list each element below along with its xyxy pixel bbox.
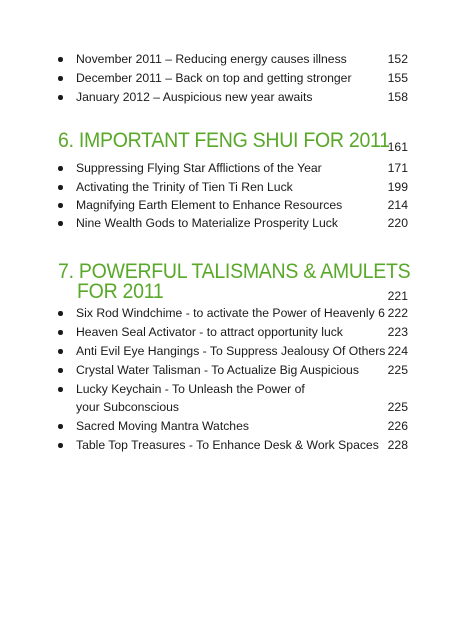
toc-entry-title: December 2011 – Back on top and getting stronger: [76, 71, 352, 85]
bullet-icon: [58, 424, 63, 429]
toc-entry-title: Table Top Treasures - To Enhance Desk & Work Spaces: [76, 438, 379, 452]
toc-entry-title: November 2011 – Reducing energy causes illness: [76, 52, 347, 66]
toc-entry-page: 214: [387, 198, 408, 212]
toc-entry-page: 226: [387, 419, 408, 433]
toc-entry-continuation: [76, 400, 408, 415]
section-heading-page: 161: [387, 140, 408, 154]
toc-entry-page: 222: [387, 306, 408, 320]
toc-entry-page: 155: [387, 71, 408, 85]
section-heading: 7. POWERFUL TALISMANS & AMULETS: [58, 260, 411, 283]
bullet-icon: [58, 76, 63, 81]
toc-entry-title-continued: your Subconscious: [76, 400, 179, 414]
bullet-icon: [58, 57, 63, 62]
toc-entry-title: Lucky Keychain - To Unleash the Power of: [76, 382, 305, 396]
toc-entry-page: 199: [387, 180, 408, 194]
toc-entry-page: 225: [387, 363, 408, 377]
toc-entry-page: 158: [387, 90, 408, 104]
toc-entry-page: 152: [387, 52, 408, 66]
bullet-icon: [58, 368, 63, 373]
bullet-icon: [58, 166, 63, 171]
toc-entry-title: Nine Wealth Gods to Materialize Prosperity Luck: [76, 216, 338, 230]
bullet-icon: [58, 330, 63, 335]
toc-entry-title: January 2012 – Auspicious new year awaits: [76, 90, 313, 104]
toc-entry-page: 171: [387, 161, 408, 175]
bullet-icon: [58, 185, 63, 190]
toc-entry-title: Magnifying Earth Element to Enhance Resources: [76, 198, 343, 212]
toc-entry-title: Heaven Seal Activator - to attract opportunity luck: [76, 325, 343, 339]
bullet-icon: [58, 221, 63, 226]
section-heading-page: 221: [387, 289, 408, 303]
toc-entry-page: 220: [387, 216, 408, 230]
bullet-icon: [58, 203, 63, 208]
bullet-icon: [58, 349, 63, 354]
toc-entry-title: Activating the Trinity of Tien Ti Ren Luck: [76, 180, 293, 194]
toc-entry-page: 224: [387, 344, 408, 358]
toc-entry-title: Sacred Moving Mantra Watches: [76, 419, 249, 433]
bullet-icon: [58, 311, 63, 316]
toc-entry-title: Anti Evil Eye Hangings - To Suppress Jealousy Of Others: [76, 344, 386, 358]
toc-entry-page: 228: [387, 438, 408, 452]
toc-entry-title: Suppressing Flying Star Afflictions of the Year: [76, 161, 322, 175]
bullet-icon: [58, 443, 63, 448]
section-heading: 6. IMPORTANT FENG SHUI FOR 2011: [58, 129, 390, 152]
bullet-icon: [58, 387, 63, 392]
toc-entry-page: 223: [387, 325, 408, 339]
bullet-icon: [58, 95, 63, 100]
toc-entry-title: Crystal Water Talisman - To Actualize Big Auspicious: [76, 363, 359, 377]
section-heading-continued: FOR 2011: [77, 280, 164, 303]
toc-entry-title: Six Rod Windchime - to activate the Power of Heavenly 6: [76, 306, 385, 320]
toc-entry-page: 225: [387, 400, 408, 414]
